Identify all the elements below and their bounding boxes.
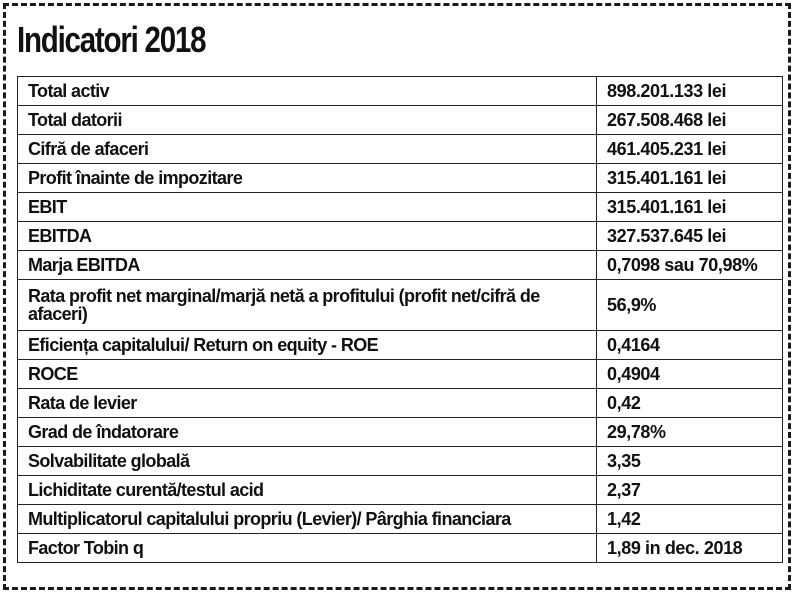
indicator-label: Grad de îndatorare (18, 418, 597, 447)
table-row (18, 447, 783, 476)
table-row (18, 222, 783, 251)
table-row (18, 505, 783, 534)
table-row (18, 534, 783, 563)
indicator-label: Total activ (18, 77, 597, 106)
table-row (18, 389, 783, 418)
indicator-value: 56,9% (597, 280, 783, 331)
indicator-label: Rata de levier (18, 389, 597, 418)
indicator-value: 1,89 in dec. 2018 (597, 534, 783, 563)
indicator-value: 315.401.161 lei (597, 164, 783, 193)
indicator-label: Rata profit net marginal/marjă netă a profitului (profit net/cifră de afaceri) (18, 280, 597, 331)
table-row (18, 476, 783, 505)
indicator-value: 315.401.161 lei (597, 193, 783, 222)
indicator-value: 327.537.645 lei (597, 222, 783, 251)
indicator-value: 2,37 (597, 476, 783, 505)
table-row (18, 331, 783, 360)
table-row (18, 251, 783, 280)
indicator-label: Cifră de afaceri (18, 135, 597, 164)
page-title: Indicatori 2018 (17, 19, 206, 60)
indicator-label: Multiplicatorul capitalului propriu (Levier)/ Pârghia financiara (18, 505, 597, 534)
indicator-label: EBITDA (18, 222, 597, 251)
indicator-value: 0,4164 (597, 331, 783, 360)
table-row (18, 280, 783, 331)
table-row (18, 164, 783, 193)
indicator-value: 3,35 (597, 447, 783, 476)
indicator-value: 0,4904 (597, 360, 783, 389)
indicator-value: 29,78% (597, 418, 783, 447)
indicator-label: Eficiența capitalului/ Return on equity - ROE (18, 331, 597, 360)
indicator-label: Profit înainte de impozitare (18, 164, 597, 193)
table-row (18, 77, 783, 106)
indicator-label: ROCE (18, 360, 597, 389)
indicator-value: 267.508.468 lei (597, 106, 783, 135)
table-row (18, 193, 783, 222)
indicator-value: 898.201.133 lei (597, 77, 783, 106)
table-row (18, 418, 783, 447)
indicator-value: 1,42 (597, 505, 783, 534)
indicators-table (17, 76, 783, 563)
indicator-label: EBIT (18, 193, 597, 222)
indicator-label: Lichiditate curentă/testul acid (18, 476, 597, 505)
indicator-value: 0,42 (597, 389, 783, 418)
table-row (18, 106, 783, 135)
indicator-value: 0,7098 sau 70,98% (597, 251, 783, 280)
indicator-value: 461.405.231 lei (597, 135, 783, 164)
indicator-label: Marja EBITDA (18, 251, 597, 280)
indicator-label: Factor Tobin q (18, 534, 597, 563)
table-row (18, 360, 783, 389)
table-row (18, 135, 783, 164)
indicator-label: Solvabilitate globală (18, 447, 597, 476)
indicator-label: Total datorii (18, 106, 597, 135)
